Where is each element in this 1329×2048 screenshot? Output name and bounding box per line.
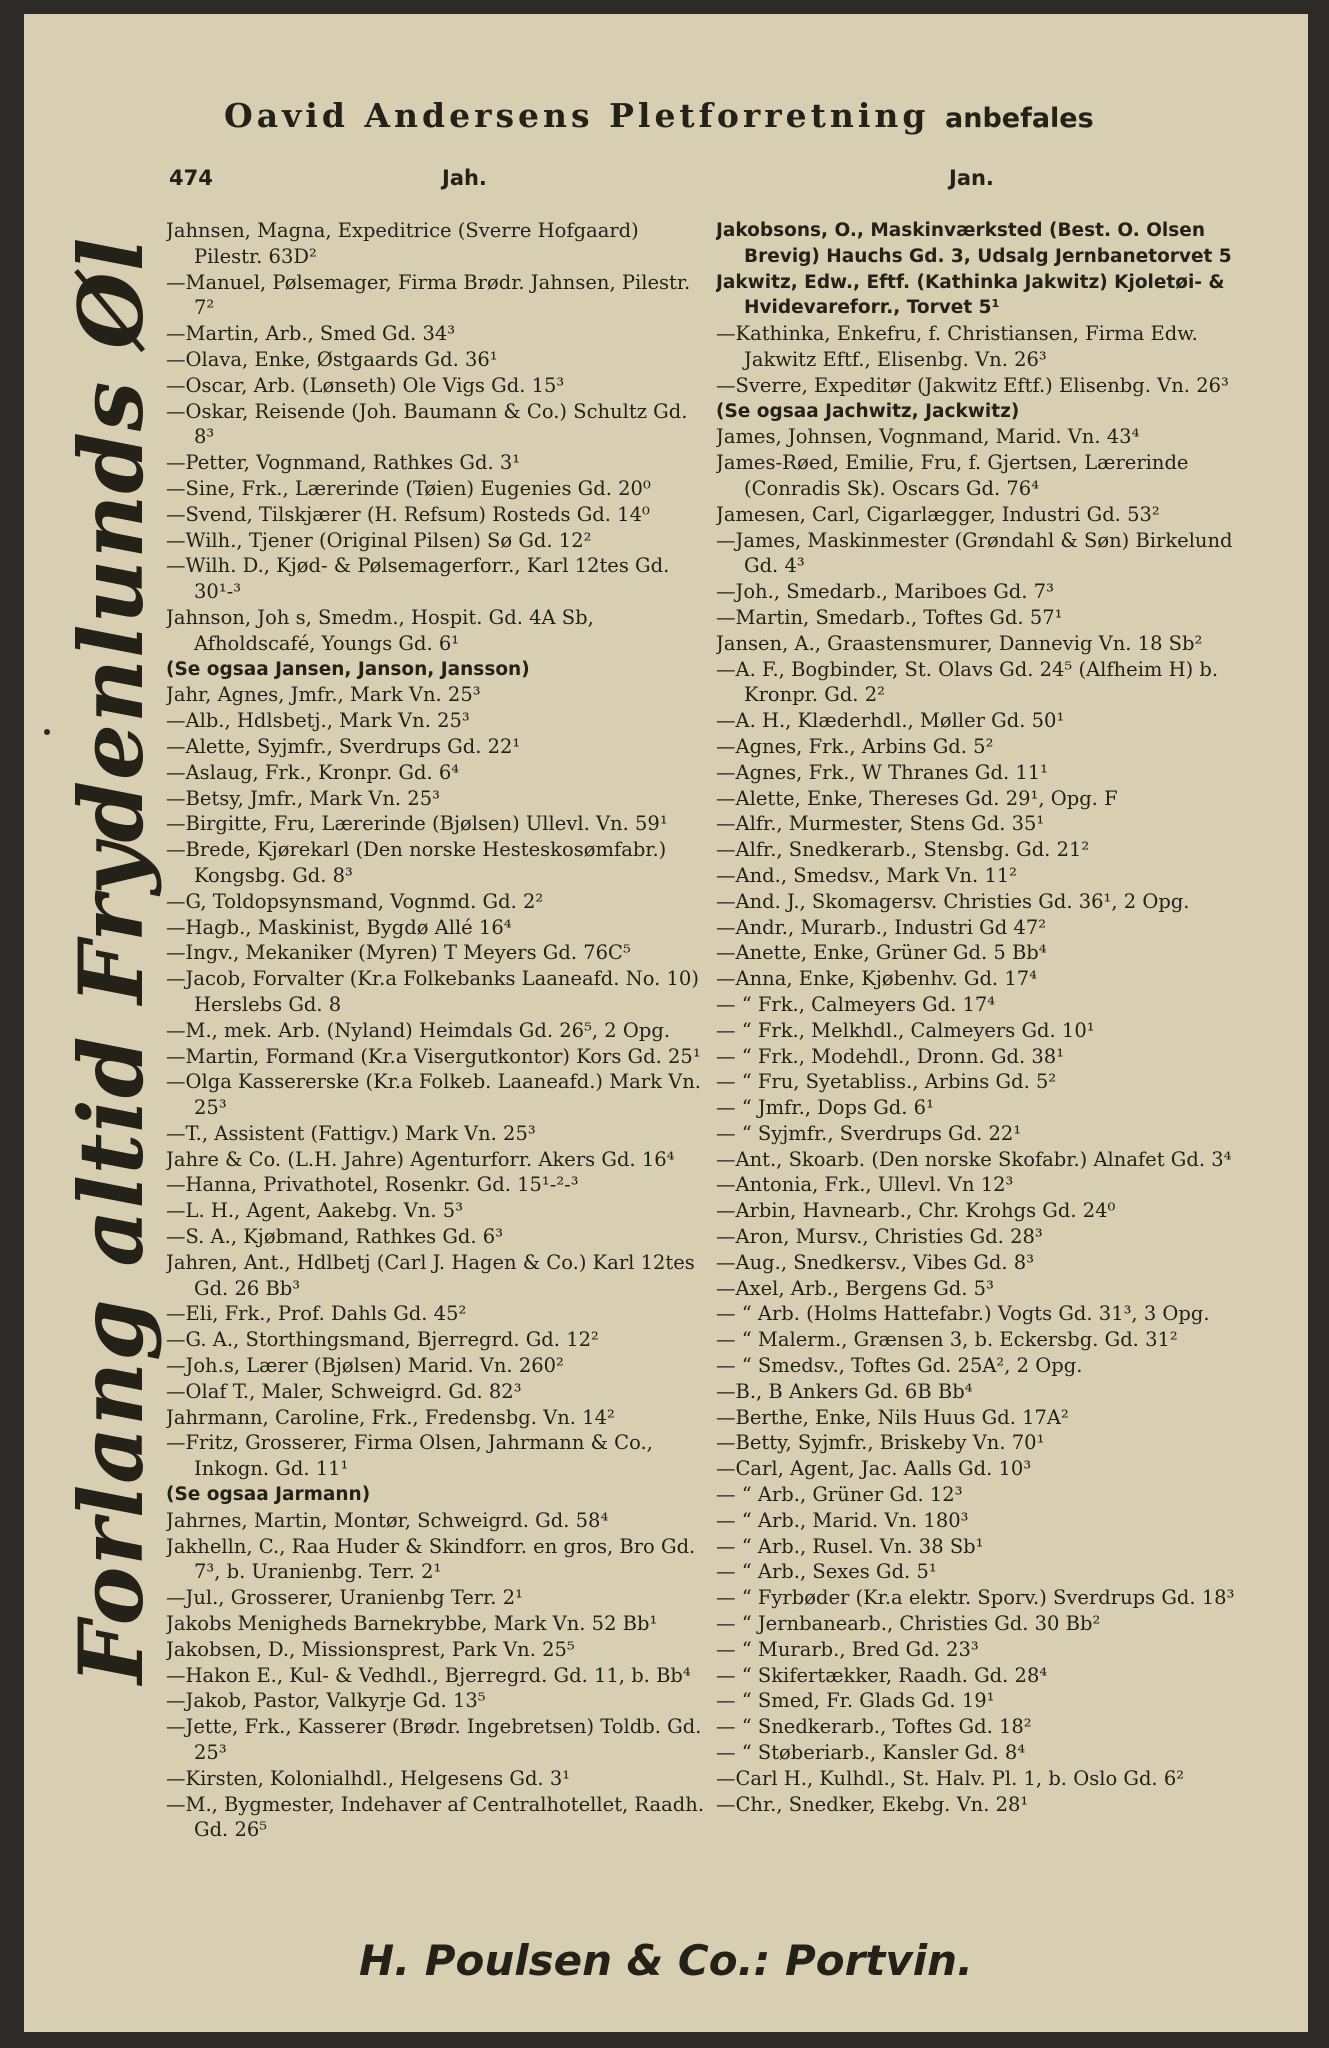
- directory-entry: —Petter, Vognmand, Rathkes Gd. 3¹: [166, 451, 521, 475]
- directory-entry: — “ Smedsv., Toftes Gd. 25A², 2 Opg.: [716, 1354, 1083, 1378]
- page-number: 474: [169, 166, 213, 190]
- directory-entry: —Olaf T., Maler, Schweigrd. Gd. 82³: [166, 1379, 522, 1403]
- directory-entry: —Joh., Smedarb., Mariboes Gd. 7³: [716, 580, 1054, 604]
- directory-entry: —Jakob, Pastor, Valkyrje Gd. 13⁵: [166, 1689, 486, 1713]
- directory-entry: —Martin, Smedarb., Toftes Gd. 57¹: [716, 605, 1063, 629]
- directory-entry: — “ Arb., Rusel. Vn. 38 Sb¹: [716, 1534, 984, 1558]
- directory-entry: — “ Fru, Syetabliss., Arbins Gd. 5²: [716, 1070, 1057, 1094]
- directory-entry: —Wilh., Tjener (Original Pilsen) Sø Gd. 12²: [166, 528, 592, 552]
- directory-entry: James-Røed, Emilie, Fru, f. Gjertsen, Lærerinde (Conradis Sk). Oscars Gd. 76⁴: [716, 451, 1195, 500]
- directory-entry: — “ Fyrbøder (Kr.a elektr. Sporv.) Sverdrups Gd. 18³: [716, 1586, 1235, 1610]
- directory-entry: —Agnes, Frk., W Thranes Gd. 11¹: [716, 760, 1048, 784]
- directory-entry: — “ Frk., Modehdl., Dronn. Gd. 38¹: [716, 1044, 1065, 1068]
- directory-entry: —Brede, Kjørekarl (Den norske Hesteskosømfabr.) Kongsbg. Gd. 8³: [166, 838, 673, 887]
- top-advert-main: Oavid Andersens Pletforretning: [224, 96, 930, 135]
- left-column: [166, 218, 711, 1928]
- directory-entry: —Berthe, Enke, Nils Huus Gd. 17A²: [716, 1405, 1069, 1429]
- directory-entry: —Alfr., Snedkerarb., Stensbg. Gd. 21²: [716, 838, 1090, 862]
- directory-entry: —Agnes, Frk., Arbins Gd. 5²: [716, 734, 994, 758]
- directory-entry: —Alette, Syjmfr., Sverdrups Gd. 22¹: [166, 734, 521, 758]
- directory-entry: —Oskar, Reisende (Joh. Baumann & Co.) Schultz Gd. 8³: [166, 399, 694, 449]
- directory-entry: — “ Malerm., Grænsen 3, b. Eckersbg. Gd. 31²: [716, 1328, 1178, 1352]
- directory-entry: —James, Maskinmester (Grøndahl & Søn) Birkelund Gd. 4³: [716, 528, 1239, 578]
- directory-entry: —Sverre, Expeditør (Jakwitz Eftf.) Elisenbg. Vn. 26³: [716, 373, 1229, 397]
- directory-entry: —Anette, Enke, Grüner Gd. 5 Bb⁴: [716, 941, 1047, 965]
- directory-entry: Jahr, Agnes, Jmfr., Mark Vn. 25³: [166, 683, 481, 707]
- directory-entry: —Betsy, Jmfr., Mark Vn. 25³: [166, 786, 440, 810]
- directory-entry: —G, Toldopsynsmand, Vognmd. Gd. 2²: [166, 889, 544, 913]
- directory-entry: — “ Frk., Calmeyers Gd. 17⁴: [716, 992, 996, 1016]
- directory-entry: —Aslaug, Frk., Kronpr. Gd. 6⁴: [166, 760, 460, 784]
- directory-entry: —Hakon E., Kul- & Vedhdl., Bjerregrd. Gd. 11, b. Bb⁴: [166, 1663, 691, 1687]
- directory-entry: —Andr., Murarb., Industri Gd 47²: [716, 915, 1047, 939]
- directory-entry: — “ Jmfr., Dops Gd. 6¹: [716, 1096, 934, 1120]
- directory-entry: James, Johnsen, Vognmand, Marid. Vn. 43⁴: [716, 425, 1140, 449]
- directory-entry: —Martin, Formand (Kr.a Visergutkontor) Kors Gd. 25¹: [166, 1044, 701, 1068]
- directory-entry: Jahrnes, Martin, Montør, Schweigrd. Gd. 58⁴: [166, 1508, 609, 1532]
- directory-entry: —And., Smedsv., Mark Vn. 11²: [716, 863, 1017, 887]
- directory-entry: —Carl, Agent, Jac. Aalls Gd. 10³: [716, 1457, 1032, 1481]
- directory-entry: —Sine, Frk., Lærerinde (Tøien) Eugenies Gd. 20⁰: [166, 476, 651, 500]
- side-advert: Forlang altid Frydenlunds Øl: [59, 236, 163, 1684]
- directory-entry: — “ Smed, Fr. Glads Gd. 19¹: [716, 1689, 995, 1713]
- directory-entry: —Axel, Arb., Bergens Gd. 5³: [716, 1276, 994, 1300]
- directory-entry: Jakwitz, Edw., Eftf. (Kathinka Jakwitz) Kjoletøi- & Hvidevareforr., Torvet 5¹: [716, 271, 1232, 319]
- directory-entry: —Svend, Tilskjærer (H. Refsum) Rosteds Gd. 14⁰: [166, 502, 650, 526]
- directory-entry: —Hanna, Privathotel, Rosenkr. Gd. 15¹-²-³: [166, 1173, 579, 1197]
- cross-reference: (Se ogsaa Jansen, Janson, Jansson): [166, 658, 530, 680]
- directory-entry: Jakobsen, D., Missionsprest, Park Vn. 25⁵: [166, 1637, 575, 1661]
- directory-entry: Jakobs Menigheds Barnekrybbe, Mark Vn. 52 Bb¹: [166, 1612, 658, 1636]
- directory-entry: Jahre & Co. (L.H. Jahre) Agenturforr. Akers Gd. 16⁴: [166, 1147, 675, 1171]
- directory-entry: — “ Støberiarb., Kansler Gd. 8⁴: [716, 1741, 1026, 1765]
- directory-entry: —Wilh. D., Kjød- & Pølsemagerforr., Karl 12tes Gd. 30¹-³: [166, 554, 676, 604]
- directory-entry: —Carl H., Kulhdl., St. Halv. Pl. 1, b. Oslo Gd. 6²: [716, 1766, 1185, 1790]
- directory-entry: Jansen, A., Graastensmurer, Dannevig Vn. 18 Sb²: [716, 631, 1203, 655]
- directory-entry: — “ Jernbanearb., Christies Gd. 30 Bb²: [716, 1612, 1101, 1636]
- directory-entry: —T., Assistent (Fattigv.) Mark Vn. 25³: [166, 1121, 536, 1145]
- directory-entry: —Jette, Frk., Kasserer (Brødr. Ingebretsen) Toldb. Gd. 25³: [166, 1715, 708, 1765]
- directory-entry: Jahnson, Joh s, Smedm., Hospit. Gd. 4A Sb, Afholdscafé, Youngs Gd. 6¹: [166, 605, 601, 655]
- margin-dot: [44, 729, 50, 735]
- directory-entry: —Aron, Mursv., Christies Gd. 28³: [716, 1225, 1043, 1249]
- directory-entry: —Olga Kassererske (Kr.a Folkeb. Laaneafd.) Mark Vn. 25³: [166, 1070, 708, 1120]
- directory-entry: — “ Arb., Grüner Gd. 12³: [716, 1483, 963, 1507]
- directory-entry: —Manuel, Pølsemager, Firma Brødr. Jahnsen, Pilestr. 7²: [166, 270, 697, 320]
- directory-entry: — “ Arb., Marid. Vn. 180³: [716, 1508, 969, 1532]
- right-column: [716, 218, 1261, 1928]
- directory-entry: —Jacob, Forvalter (Kr.a Folkebanks Laaneafd. No. 10) Herslebs Gd. 8: [166, 967, 706, 1016]
- directory-entry: —Fritz, Grosserer, Firma Olsen, Jahrmann & Co., Inkogn. Gd. 11¹: [166, 1431, 660, 1481]
- left-column-header: Jah.: [442, 166, 487, 190]
- directory-entry: —Oscar, Arb. (Lønseth) Ole Vigs Gd. 15³: [166, 373, 565, 397]
- directory-entry: —S. A., Kjøbmand, Rathkes Gd. 6³: [166, 1225, 504, 1249]
- directory-entry: —Anna, Enke, Kjøbenhv. Gd. 17⁴: [716, 967, 1037, 991]
- directory-entry: —Kirsten, Kolonialhdl., Helgesens Gd. 3¹: [166, 1766, 571, 1790]
- directory-entry: — “ Arb., Sexes Gd. 5¹: [716, 1560, 937, 1584]
- directory-entry: —Antonia, Frk., Ullevl. Vn 12³: [716, 1173, 1014, 1197]
- directory-entry: —Alfr., Murmester, Stens Gd. 35¹: [716, 812, 1045, 836]
- right-column-header: Jan.: [949, 166, 994, 190]
- directory-entry: —G. A., Storthingsmand, Bjerregrd. Gd. 12²: [166, 1328, 599, 1352]
- directory-entry: Jakhelln, C., Raa Huder & Skindforr. en gros, Bro Gd. 7³, b. Uranienbg. Terr. 2¹: [166, 1534, 702, 1584]
- directory-entry: —M., Bygmester, Indehaver af Centralhotellet, Raadh. Gd. 26⁵: [166, 1792, 711, 1842]
- directory-entry: Jahrmann, Caroline, Frk., Fredensbg. Vn. 14²: [166, 1405, 615, 1429]
- directory-entry: —Kathinka, Enkefru, f. Christiansen, Firma Edw. Jakwitz Eftf., Elisenbg. Vn. 26³: [716, 322, 1204, 371]
- directory-entry: — “ Syjmfr., Sverdrups Gd. 22¹: [716, 1121, 1022, 1145]
- directory-entry: —Betty, Syjmfr., Briskeby Vn. 70¹: [716, 1431, 1045, 1455]
- directory-entry: —B., B Ankers Gd. 6B Bb⁴: [716, 1379, 973, 1403]
- directory-entry: —Alb., Hdlsbetj., Mark Vn. 25³: [166, 709, 470, 733]
- directory-entry: —And. J., Skomagersv. Christies Gd. 36¹, 2 Opg.: [716, 889, 1190, 913]
- cross-reference: (Se ogsaa Jarmann): [166, 1484, 371, 1506]
- directory-entry: Jahnsen, Magna, Expeditrice (Sverre Hofgaard) Pilestr. 63D²: [166, 219, 645, 268]
- directory-entry: —Ingv., Mekaniker (Myren) T Meyers Gd. 76C⁵: [166, 941, 631, 965]
- directory-entry: Jakobsons, O., Maskinværksted (Best. O. Olsen Brevig) Hauchs Gd. 3, Udsalg Jernbanetorvet 5: [716, 220, 1232, 267]
- directory-entry: —A. H., Klæderhdl., Møller Gd. 50¹: [716, 709, 1065, 733]
- directory-entry: —Martin, Arb., Smed Gd. 34³: [166, 322, 456, 346]
- directory-entry: —Birgitte, Fru, Lærerinde (Bjølsen) Ullevl. Vn. 59¹: [166, 812, 668, 836]
- directory-entry: —Olava, Enke, Østgaards Gd. 36¹: [166, 347, 498, 371]
- directory-entry: — “ Murarb., Bred Gd. 23³: [716, 1637, 979, 1661]
- top-advert-banner: [224, 96, 1264, 135]
- directory-entry: —Joh.s, Lærer (Bjølsen) Marid. Vn. 260²: [166, 1354, 564, 1378]
- directory-entry: —Jul., Grosserer, Uranienbg Terr. 2¹: [166, 1586, 523, 1610]
- directory-entry: —M., mek. Arb. (Nyland) Heimdals Gd. 26⁵, 2 Opg.: [166, 1018, 671, 1042]
- directory-entry: Jahren, Ant., Hdlbetj (Carl J. Hagen & Co.) Karl 12tes Gd. 26 Bb³: [166, 1250, 701, 1300]
- directory-entry: —L. H., Agent, Aakebg. Vn. 5³: [166, 1199, 464, 1223]
- directory-entry: — “ Frk., Melkhdl., Calmeyers Gd. 10¹: [716, 1018, 1095, 1042]
- directory-entry: Jamesen, Carl, Cigarlægger, Industri Gd. 53²: [716, 502, 1160, 526]
- directory-entry: —Eli, Frk., Prof. Dahls Gd. 45²: [166, 1302, 467, 1326]
- cross-reference: (Se ogsaa Jachwitz, Jackwitz): [716, 400, 1020, 422]
- directory-entry: —Alette, Enke, Thereses Gd. 29¹, Opg. F: [716, 786, 1118, 810]
- directory-entry: —Ant., Skoarb. (Den norske Skofabr.) Alnafet Gd. 3⁴: [716, 1147, 1232, 1171]
- directory-entry: —Chr., Snedker, Ekebg. Vn. 28¹: [716, 1792, 1029, 1816]
- directory-entry: —A. F., Bogbinder, St. Olavs Gd. 24⁵ (Alfheim H) b. Kronpr. Gd. 2²: [716, 657, 1225, 707]
- directory-entry: — “ Snedkerarb., Toftes Gd. 18²: [716, 1715, 1032, 1739]
- directory-entry: — “ Arb. (Holms Hattefabr.) Vogts Gd. 31³, 3 Opg.: [716, 1302, 1210, 1326]
- directory-entry: —Arbin, Havnearb., Chr. Krohgs Gd. 24⁰: [716, 1199, 1116, 1223]
- directory-page: [24, 14, 1308, 2032]
- top-advert-tail: anbefales: [945, 103, 1094, 134]
- directory-entry: —Aug., Snedkersv., Vibes Gd. 8³: [716, 1250, 1035, 1274]
- bottom-advert-banner: H. Poulsen & Co.: Portvin.: [358, 1936, 974, 1985]
- directory-entry: — “ Skifertækker, Raadh. Gd. 28⁴: [716, 1663, 1048, 1687]
- directory-entry: —Hagb., Maskinist, Bygdø Allé 16⁴: [166, 915, 512, 939]
